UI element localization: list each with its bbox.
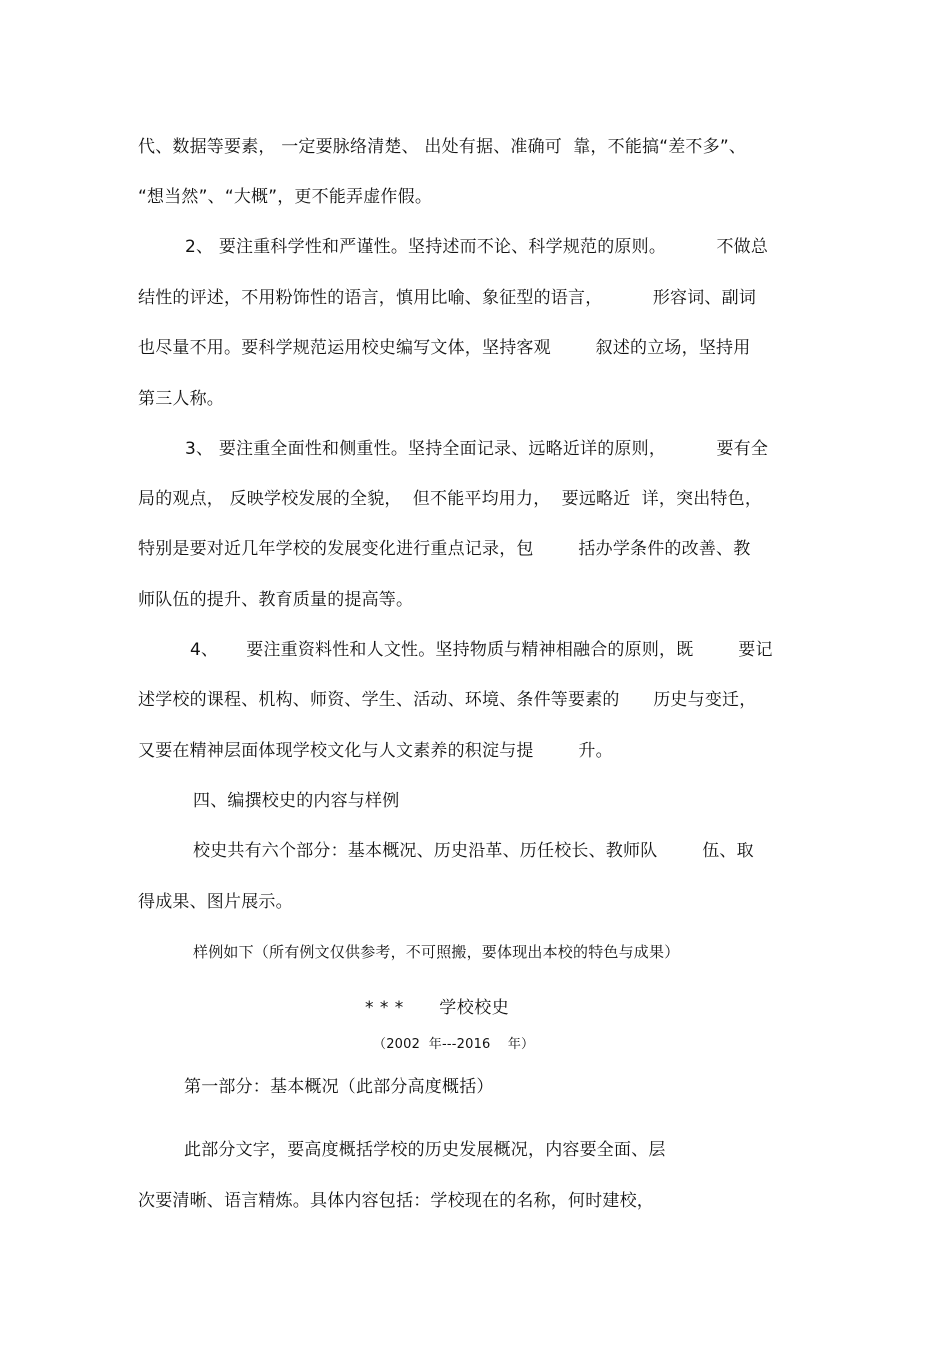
point-4-line-3: 又要在精神层面体现学校文化与人文素养的积淀与提 升。 — [138, 741, 613, 761]
point-3-line-2: 局的观点， 反映学校发展的全貌， 但不能平均用力， 要远略近 详，突出特色， — [138, 489, 763, 509]
point-3-line-4: 师队伍的提升、教育质量的提高等。 — [138, 590, 414, 610]
point-3-line-1: 3、 要注重全面性和侧重性。坚持全面记录、远略近详的原则， 要有全 — [185, 439, 769, 459]
part-one-line-2: 次要清晰、语言精炼。具体内容包括：学校现在的名称，何时建校， — [138, 1191, 654, 1211]
part-one-heading: 第一部分：基本概况（此部分高度概括） — [184, 1077, 494, 1097]
point-2-line-1: 2、 要注重科学性和严谨性。坚持述而不论、科学规范的原则。 不做总 — [185, 237, 769, 257]
sample-note: 样例如下（所有例文仅供参考，不可照搬，要体现出本校的特色与成果） — [193, 943, 680, 961]
paragraph-line-2: “想当然”、“大概”，更不能弄虚作假。 — [138, 187, 433, 207]
section-heading-4: 四、编撰校史的内容与样例 — [193, 791, 400, 811]
point-2-line-3: 也尽量不用。要科学规范运用校史编写文体，坚持客观 叙述的立场，坚持用 — [138, 338, 751, 358]
sample-title: * * * 学校校史 — [365, 998, 510, 1018]
overview-line-2: 得成果、图片展示。 — [138, 892, 293, 912]
sample-year-range: （2002 年---2016 年） — [373, 1037, 535, 1052]
point-2-line-4: 第三人称。 — [138, 389, 224, 409]
point-4-line-1: 4、 要注重资料性和人文性。坚持物质与精神相融合的原则，既 要记 — [190, 640, 773, 660]
overview-line-1: 校史共有六个部分：基本概况、历史沿革、历任校长、教师队 伍、取 — [193, 841, 754, 861]
paragraph-line-1: 代、数据等要素， 一定要脉络清楚、 出处有据、准确可 靠，不能搞“差不多”、 — [138, 137, 747, 157]
point-4-line-2: 述学校的课程、机构、师资、学生、活动、环境、条件等要素的 历史与变迁， — [138, 690, 757, 710]
point-2-line-2: 结性的评述，不用粉饰性的语言，慎用比喻、象征型的语言， 形容词、副词 — [138, 288, 757, 308]
part-one-line-1: 此部分文字，要高度概括学校的历史发展概况，内容要全面、层 — [184, 1140, 666, 1160]
point-3-line-3: 特别是要对近几年学校的发展变化进行重点记录，包 括办学条件的改善、教 — [138, 539, 751, 559]
